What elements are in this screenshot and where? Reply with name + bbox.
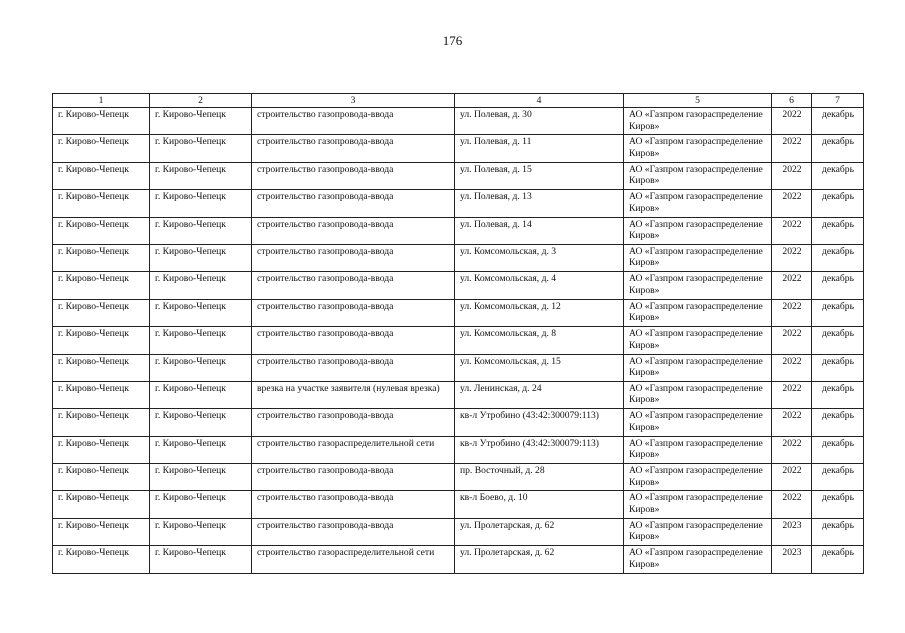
- work-type-cell: строительство газопровода-ввода: [252, 354, 455, 381]
- municipality-cell: г. Кирово-Чепецк: [53, 518, 150, 545]
- month-cell: декабрь: [812, 162, 864, 189]
- table-body: [53, 108, 864, 574]
- month-cell: декабрь: [812, 491, 864, 518]
- table-row: [53, 272, 864, 299]
- year-cell: 2022: [772, 162, 812, 189]
- organization-cell: АО «Газпром газораспределение Киров»: [624, 381, 772, 408]
- work-type-cell: строительство газопровода-ввода: [252, 409, 455, 436]
- settlement-cell: г. Кирово-Чепецк: [150, 190, 252, 217]
- month-cell: декабрь: [812, 190, 864, 217]
- address-cell: ул. Полевая, д. 30: [455, 108, 624, 135]
- table-row: [53, 436, 864, 463]
- organization-cell: АО «Газпром газораспределение Киров»: [624, 546, 772, 573]
- month-cell: декабрь: [812, 381, 864, 408]
- municipality-cell: г. Кирово-Чепецк: [53, 491, 150, 518]
- municipality-cell: г. Кирово-Чепецк: [53, 381, 150, 408]
- organization-cell: АО «Газпром газораспределение Киров»: [624, 217, 772, 244]
- municipality-cell: г. Кирово-Чепецк: [53, 354, 150, 381]
- month-cell: декабрь: [812, 464, 864, 491]
- settlement-cell: г. Кирово-Чепецк: [150, 381, 252, 408]
- address-cell: ул. Пролетарская, д. 62: [455, 546, 624, 573]
- table-row: [53, 409, 864, 436]
- table-row: [53, 244, 864, 271]
- organization-cell: АО «Газпром газораспределение Киров»: [624, 299, 772, 326]
- work-type-cell: строительство газопровода-ввода: [252, 190, 455, 217]
- work-type-cell: строительство газопровода-ввода: [252, 518, 455, 545]
- organization-cell: АО «Газпром газораспределение Киров»: [624, 135, 772, 162]
- table-row: [53, 108, 864, 135]
- settlement-cell: г. Кирово-Чепецк: [150, 272, 252, 299]
- address-cell: ул. Полевая, д. 14: [455, 217, 624, 244]
- organization-cell: АО «Газпром газораспределение Киров»: [624, 162, 772, 189]
- work-type-cell: строительство газопровода-ввода: [252, 299, 455, 326]
- table-row: [53, 491, 864, 518]
- column-header: 7: [812, 94, 864, 108]
- work-type-cell: строительство газопровода-ввода: [252, 327, 455, 354]
- month-cell: декабрь: [812, 546, 864, 573]
- settlement-cell: г. Кирово-Чепецк: [150, 354, 252, 381]
- organization-cell: АО «Газпром газораспределение Киров»: [624, 464, 772, 491]
- organization-cell: АО «Газпром газораспределение Киров»: [624, 436, 772, 463]
- work-type-cell: строительство газопровода-ввода: [252, 244, 455, 271]
- municipality-cell: г. Кирово-Чепецк: [53, 217, 150, 244]
- month-cell: декабрь: [812, 518, 864, 545]
- organization-cell: АО «Газпром газораспределение Киров»: [624, 327, 772, 354]
- work-type-cell: строительство газопровода-ввода: [252, 464, 455, 491]
- year-cell: 2022: [772, 381, 812, 408]
- data-table: [52, 93, 864, 574]
- table-row: [53, 327, 864, 354]
- table-row: [53, 217, 864, 244]
- year-cell: 2022: [772, 272, 812, 299]
- address-cell: ул. Полевая, д. 11: [455, 135, 624, 162]
- organization-cell: АО «Газпром газораспределение Киров»: [624, 354, 772, 381]
- settlement-cell: г. Кирово-Чепецк: [150, 464, 252, 491]
- municipality-cell: г. Кирово-Чепецк: [53, 272, 150, 299]
- table-row: [53, 354, 864, 381]
- work-type-cell: строительство газопровода-ввода: [252, 217, 455, 244]
- column-header: 1: [53, 94, 150, 108]
- organization-cell: АО «Газпром газораспределение Киров»: [624, 491, 772, 518]
- month-cell: декабрь: [812, 409, 864, 436]
- table-row: [53, 464, 864, 491]
- column-header: 2: [150, 94, 252, 108]
- municipality-cell: г. Кирово-Чепецк: [53, 327, 150, 354]
- page-number: 176: [442, 33, 463, 48]
- month-cell: декабрь: [812, 299, 864, 326]
- year-cell: 2022: [772, 354, 812, 381]
- work-type-cell: строительство газораспределительной сети: [252, 436, 455, 463]
- address-cell: пр. Восточный, д. 28: [455, 464, 624, 491]
- work-type-cell: врезка на участке заявителя (нулевая врезка): [252, 381, 455, 408]
- settlement-cell: г. Кирово-Чепецк: [150, 518, 252, 545]
- municipality-cell: г. Кирово-Чепецк: [53, 244, 150, 271]
- table-row: [53, 162, 864, 189]
- municipality-cell: г. Кирово-Чепецк: [53, 190, 150, 217]
- organization-cell: АО «Газпром газораспределение Киров»: [624, 409, 772, 436]
- year-cell: 2022: [772, 244, 812, 271]
- settlement-cell: г. Кирово-Чепецк: [150, 491, 252, 518]
- address-cell: ул. Комсомольская, д. 12: [455, 299, 624, 326]
- year-cell: 2022: [772, 135, 812, 162]
- address-cell: ул. Комсомольская, д. 4: [455, 272, 624, 299]
- organization-cell: АО «Газпром газораспределение Киров»: [624, 272, 772, 299]
- table-row: [53, 518, 864, 545]
- municipality-cell: г. Кирово-Чепецк: [53, 546, 150, 573]
- work-type-cell: строительство газопровода-ввода: [252, 162, 455, 189]
- address-cell: ул. Комсомольская, д. 15: [455, 354, 624, 381]
- table-row: [53, 299, 864, 326]
- year-cell: 2022: [772, 190, 812, 217]
- settlement-cell: г. Кирово-Чепецк: [150, 162, 252, 189]
- month-cell: декабрь: [812, 217, 864, 244]
- organization-cell: АО «Газпром газораспределение Киров»: [624, 518, 772, 545]
- municipality-cell: г. Кирово-Чепецк: [53, 135, 150, 162]
- table-row: [53, 190, 864, 217]
- year-cell: 2023: [772, 546, 812, 573]
- settlement-cell: г. Кирово-Чепецк: [150, 244, 252, 271]
- table-row: [53, 135, 864, 162]
- address-cell: ул. Ленинская, д. 24: [455, 381, 624, 408]
- year-cell: 2022: [772, 409, 812, 436]
- year-cell: 2022: [772, 491, 812, 518]
- column-header: 6: [772, 94, 812, 108]
- year-cell: 2022: [772, 327, 812, 354]
- municipality-cell: г. Кирово-Чепецк: [53, 409, 150, 436]
- month-cell: декабрь: [812, 135, 864, 162]
- work-type-cell: строительство газопровода-ввода: [252, 491, 455, 518]
- work-type-cell: строительство газопровода-ввода: [252, 272, 455, 299]
- settlement-cell: г. Кирово-Чепецк: [150, 409, 252, 436]
- year-cell: 2022: [772, 436, 812, 463]
- address-cell: кв-л Утробино (43:42:300079:113): [455, 409, 624, 436]
- organization-cell: АО «Газпром газораспределение Киров»: [624, 190, 772, 217]
- month-cell: декабрь: [812, 436, 864, 463]
- organization-cell: АО «Газпром газораспределение Киров»: [624, 244, 772, 271]
- municipality-cell: г. Кирово-Чепецк: [53, 464, 150, 491]
- column-header: 3: [252, 94, 455, 108]
- table-row: [53, 381, 864, 408]
- work-type-cell: строительство газораспределительной сети: [252, 546, 455, 573]
- settlement-cell: г. Кирово-Чепецк: [150, 108, 252, 135]
- table-row: [53, 546, 864, 573]
- month-cell: декабрь: [812, 354, 864, 381]
- table-header-row: [53, 94, 864, 108]
- year-cell: 2022: [772, 217, 812, 244]
- municipality-cell: г. Кирово-Чепецк: [53, 162, 150, 189]
- settlement-cell: г. Кирово-Чепецк: [150, 217, 252, 244]
- address-cell: кв-л Утробино (43:42:300079:113): [455, 436, 624, 463]
- municipality-cell: г. Кирово-Чепецк: [53, 436, 150, 463]
- municipality-cell: г. Кирово-Чепецк: [53, 108, 150, 135]
- work-type-cell: строительство газопровода-ввода: [252, 108, 455, 135]
- address-cell: ул. Комсомольская, д. 3: [455, 244, 624, 271]
- settlement-cell: г. Кирово-Чепецк: [150, 327, 252, 354]
- year-cell: 2023: [772, 518, 812, 545]
- address-cell: ул. Комсомольская, д. 8: [455, 327, 624, 354]
- municipality-cell: г. Кирово-Чепецк: [53, 299, 150, 326]
- organization-cell: АО «Газпром газораспределение Киров»: [624, 108, 772, 135]
- month-cell: декабрь: [812, 244, 864, 271]
- settlement-cell: г. Кирово-Чепецк: [150, 299, 252, 326]
- settlement-cell: г. Кирово-Чепецк: [150, 135, 252, 162]
- year-cell: 2022: [772, 464, 812, 491]
- settlement-cell: г. Кирово-Чепецк: [150, 436, 252, 463]
- year-cell: 2022: [772, 108, 812, 135]
- address-cell: ул. Пролетарская, д. 62: [455, 518, 624, 545]
- address-cell: кв-л Боево, д. 10: [455, 491, 624, 518]
- address-cell: ул. Полевая, д. 15: [455, 162, 624, 189]
- work-type-cell: строительство газопровода-ввода: [252, 135, 455, 162]
- month-cell: декабрь: [812, 327, 864, 354]
- month-cell: декабрь: [812, 272, 864, 299]
- address-cell: ул. Полевая, д. 13: [455, 190, 624, 217]
- month-cell: декабрь: [812, 108, 864, 135]
- column-header: 4: [455, 94, 624, 108]
- year-cell: 2022: [772, 299, 812, 326]
- column-header: 5: [624, 94, 772, 108]
- settlement-cell: г. Кирово-Чепецк: [150, 546, 252, 573]
